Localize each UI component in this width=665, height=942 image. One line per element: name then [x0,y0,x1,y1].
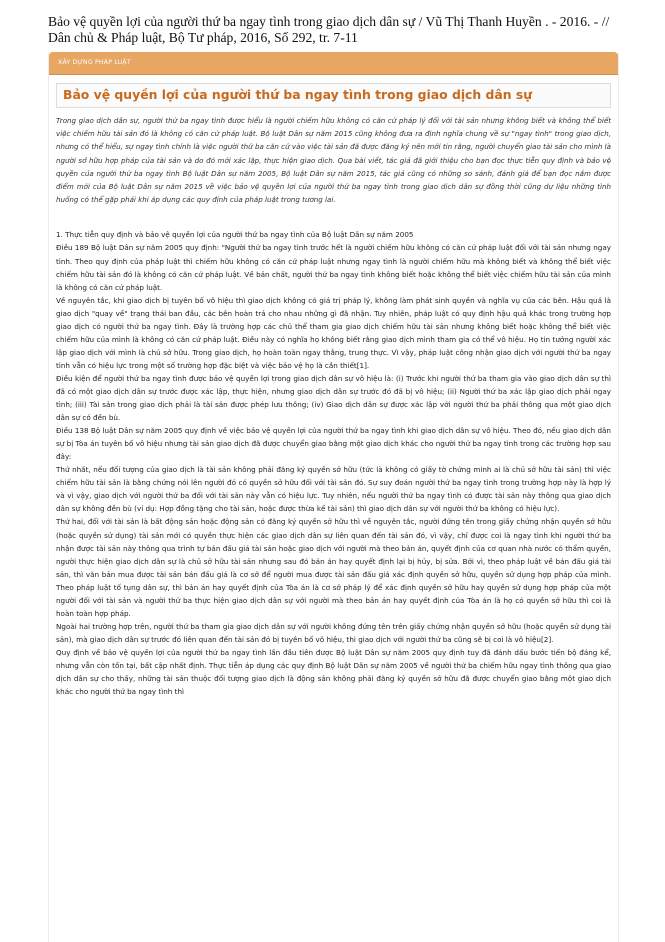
article-summary: Trong giao dịch dân sự, người thứ ba ngay tình được hiểu là người chiếm hữu không có căn cứ pháp lý đối với tài sản nhưng không biết và không thể biết việc chiếm hữu tài sản đó là không có căn cứ pháp luật. Bộ luật Dân sự năm 2015 cũng không đưa ra định nghĩa chung về sự "ngay tình" trong giao dịch, nhưng có thể hiểu, sự ngay tình chính là việc người thứ ba căn cứ vào việc tài sản đã được đăng ký nên mới tin rằng, người chuyển giao tài sản cho mình là người sở hữu hợp pháp của tài sản và do đó mới xác lập, thực hiện giao dịch. Qua bài viết, tác giả đã giới thiệu cho bạn đọc thực tiễn quy định và bảo vệ quyền của người thứ ba ngay tình Bộ luật Dân sự năm 2005, Bộ luật Dân sự năm 2015, tác giả cũng có những so sánh, đánh giá để bạn đọc nắm được điểm mới của Bộ luật Dân sự năm 2015 về việc bảo vệ quyền lợi của người thứ ba ngay tình trong giao dịch dân sự đồng thời cũng dự liệu những tình huống có thể gặp phải khi áp dụng các quy định của pháp luật trong tương lai. [56,116,611,205]
article-title: Bảo vệ quyền lợi của người thứ ba ngay tình trong giao dịch dân sự [63,87,533,102]
title-box [56,83,611,108]
spacer [56,206,611,228]
body-paragraph: Về nguyên tắc, khi giao dịch bị tuyên bố vô hiệu thì giao dịch không có giá trị pháp lý, không làm phát sinh quyền và nghĩa vụ của các bên. Hậu quả là giao dịch "quay về" trạng thái ban đầu, các bên hoàn trả cho nhau những gì đã nhận. Tuy nhiên, pháp luật có quy định hậu quả khác trong trường hợp giao dịch có người thứ ba ngay tình. Đây là trường hợp các chủ thể tham gia giao dịch chiếm hữu tài sản nhưng không biết hoặc không thể biết việc chiếm hữu của mình là không có căn cứ pháp luật. Điều này có nghĩa họ không biết rằng giao dịch mình tham gia có thể vô hiệu. Họ tin tưởng người xác lập giao dịch với mình là chủ sở hữu. Trong giao dịch, họ hoàn toàn ngay thẳng, trung thực. Vì vậy, pháp luật công nhận giao dịch với người thứ ba ngay tình vẫn có hiệu lực trong một số trường hợp đặc biệt và việc bảo vệ họ là cần thiết[1]. [56,295,611,370]
body-paragraph: Điều 189 Bộ luật Dân sự năm 2005 quy định: "Người thứ ba ngay tình trước hết là người chiếm hữu không có căn cứ pháp luật đối với tài sản nhưng ngay tình. Theo quy định của pháp luật thì chiếm hữu không có căn cứ pháp luật nhưng ngay tình là người chiếm hữu mà không biết và không thể biết việc chiếm hữu tài sản đó là không có căn cứ pháp luật. Về bản chất, người thứ ba ngay tình không biết hoặc không thể biết việc chiếm hữu tài sản của mình là không có căn cứ pháp luật. [56,243,611,292]
body-paragraph: Thứ hai, đối với tài sản là bất động sản hoặc động sản có đăng ký quyền sở hữu thì về nguyên tắc, người đứng tên trong giấy chứng nhận quyền sở hữu (hoặc quyền sử dụng) tài sản mới có quyền thực hiện các giao dịch dân sự liên quan đến tài sản đó, vì vậy, chỉ được coi là ngay tình khi người thứ ba nhận được tài sản này thông qua trình tự bán đấu giá tài sản hoặc giao dịch với người mà theo bản án, quyết định của cơ quan nhà nước có thẩm quyền, người thực hiện giao dịch dân sự là chủ sở hữu tài sản nhưng sau đó bản án hay quyết định lại bị hủy, bị sửa. Bởi vì, theo pháp luật về bán đấu giá tài sản, thì văn bản mua được tài sản bán đấu giá là cơ sở để người mua được tài sản đấu giá xác định quyền sở hữu, quyền sử dụng hợp pháp của mình. Theo pháp luật tố tụng dân sự, thì bản án hay quyết định của Tòa án là cơ sở pháp lý để xác định quyền sở hữu hay quyền sử dụng hợp pháp của một người đối với tài sản và người thứ ba thực hiện giao dịch dân sự với người mà theo bản án hay quyết định của Tòa án là họ có quyền sở hữu thì coi là hoàn toàn hợp pháp. [56,517,611,618]
body-paragraph: Ngoài hai trường hợp trên, người thứ ba tham gia giao dịch dân sự với người không đứng tên trên giấy chứng nhận quyền sở hữu (hoặc quyền sử dụng tài sản), mà giao dịch dân sự trước đó liên quan đến tài sản đó bị tuyên bố vô hiệu, thì giao dịch với người thứ ba cũng sẽ bị coi là vô hiệu[2]. [56,621,611,644]
section-band [49,52,618,75]
body-paragraph: Quy định về bảo vệ quyền lợi của người thứ ba ngay tình lần đầu tiên được Bộ luật Dân sự năm 2005 quy định tuy đã đánh dấu bước tiến bộ đáng kể, nhưng vẫn còn tồn tại, bất cập nhất định. Thực tiễn áp dụng các quy định Bộ luật Dân sự năm 2005 về người thứ ba chiếm hữu ngay tình thông qua giao dịch dân sự cho thấy, những tài sản thuộc đối tượng giao dịch là động sản không phải đăng ký quyền sở hữu đã được chuyển giao bằng một giao dịch khác cho người thứ ba ngay tình thì [56,647,611,697]
citation-text: Bảo vệ quyền lợi của người thứ ba ngay tình trong giao dịch dân sự / Vũ Thị Thanh Huyền . - 2016. - // Dân chủ & Pháp luật, Bộ Tư pháp, 2016, Số 292, tr. 7-11 [48,14,610,45]
article-frame [48,52,619,942]
body-paragraph: Thứ nhất, nếu đối tượng của giao dịch là tài sản không phải đăng ký quyền sở hữu (tức là không có giấy tờ chứng minh ai là chủ sở hữu tài sản) thì việc chiếm hữu tài sản là bằng chứng nói lên người đó có quyền sở hữu đối với tài sản đó. Sự suy đoán người thứ ba ngay tình trong trường hợp này là hợp lý và vì vậy, giao dịch với người thứ ba đối với tài sản này vẫn có hiệu lực. Tuy nhiên, nếu người thứ ba ngay tình có được tài sản này thông qua giao dịch dân sự không đền bù (ví dụ: Hợp đồng tặng cho tài sản, hoặc được thừa kế tài sản) thì giao dịch dân sự với người thứ ba không có hiệu lực). [56,465,611,514]
article-body [56,228,611,698]
body-paragraph: Điều kiện để người thứ ba ngay tình được bảo vệ quyền lợi trong giao dịch dân sự vô hiệu là: (i) Trước khi người thứ ba tham gia vào giao dịch dân sự thì đã có một giao dịch dân sự trước được xác lập, thực hiện, nhưng giao dịch dân sự trước đó đã bị vô hiệu; (ii) Người thứ ba xác lập giao dịch phải ngay tình; (iii) Tài sản trong giao dịch phải là tài sản được phép lưu thông; (iv) Giao dịch dân sự được xác lập với người thứ ba phải thông qua một giao dịch dân sự có đền bù. [56,373,611,423]
article-content [49,75,618,698]
body-paragraph: Điều 138 Bộ luật Dân sự năm 2005 quy định về việc bảo vệ quyền lợi của người thứ ba ngay tình khi giao dịch dân sự vô hiệu. Theo đó, nếu giao dịch dân sự bị Tòa án tuyên bố vô hiệu nhưng tài sản giao dịch đã được chuyển giao bằng một giao dịch khác cho người thứ ba ngay tình trong các trường hợp sau đây: [56,426,611,462]
body-heading: 1. Thực tiễn quy định và bảo vệ quyền lợi của người thứ ba ngay tình của Bộ luật Dân sự năm 2005 [56,230,414,240]
section-label: XÂY DỰNG PHÁP LUẬT [58,59,131,66]
